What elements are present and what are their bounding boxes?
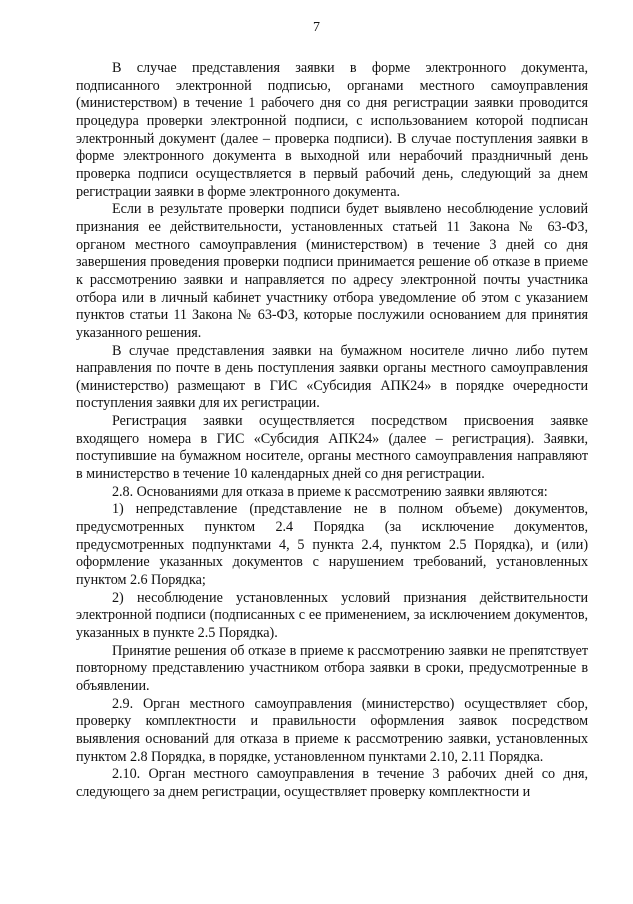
paragraph-2-8-heading: 2.8. Основаниями для отказа в приеме к рассмотрению заявки являются:	[112, 483, 548, 500]
paragraph-registration: Регистрация заявки осуществляется посредством присвоения заявке входящего номера в ГИС «Субсидия АПК24» (далее – регистрация). Заявки, поступившие на бумажном носителе, органы местного самоуправления направляют в министерство в течение 10 календарных дней со дня регистрации.	[76, 413, 588, 483]
paragraph-2-9: 2.9. Орган местного самоуправления (министерство) осуществляет сбор, проверку комплектности и правильности оформления заявок посредством выявления оснований для отказа в приеме к рассмотрению заявки, установленных пунктом 2.8 Порядка, в порядке, установленном пунктами 2.10, 2.11 Порядка.	[76, 695, 588, 765]
paragraph-2-10: 2.10. Орган местного самоуправления в течение 3 рабочих дней со дня, следующего за днем регистрации, осуществляет проверку комплектности и	[76, 766, 588, 800]
paragraph-refusal-note: Принятие решения об отказе в приеме к рассмотрению заявки не препятствует повторному представлению участником отбора заявки в сроки, предусмотренные в объявлении.	[76, 642, 588, 694]
paragraph-paper-submission: В случае представления заявки на бумажном носителе лично либо путем направления по почте в день поступления заявки органы местного самоуправления (министерство) размещают в ГИС «Субсидия АПК24» в порядке очередности поступления заявки для их регистрации.	[76, 342, 588, 412]
document-body	[76, 60, 588, 802]
paragraph-signature-invalid: Если в результате проверки подписи будет выявлено несоблюдение условий признания ее действительности, установленных статьей 11 Закона № 63-ФЗ, органом местного самоуправления (министерством) в течение 3 дней со дня завершения проведения проверки подписи принимается решение об отказе в приеме к рассмотрению заявки и направляется по адресу электронной почты участника отбора или в личный кабинет участнику отбора уведомление об этом с указанием пунктов статьи 11 Закона № 63-ФЗ, которые послужили основанием для принятия указанного решения.	[76, 201, 588, 341]
paragraph-2-8-item-2: 2) несоблюдение установленных условий признания действительности электронной подписи (подписанных с ее применением, за исключением документов, указанных в пункте 2.5 Порядка).	[76, 589, 588, 641]
page-number: 7	[313, 20, 320, 35]
paragraph-2-8-item-1: 1) непредставление (представление не в полном объеме) документов, предусмотренных пунктом 2.4 Порядка (за исключение документов, предусмотренных подпунктами 4, 5 пункта 2.4, пунктом 2.5 Порядка), и (или) оформление указанных документов с нарушением требований, установленных пунктом 2.6 Порядка;	[76, 501, 588, 589]
paragraph-signature-check: В случае представления заявки в форме электронного документа, подписанного электронной подписью, органами местного самоуправления (министерством) в течение 1 рабочего дня со дня регистрации заявки проводится процедура проверки электронной подписи, с использованием которой подписан электронный документ (далее – проверка подписи). В случае поступления заявки в форме электронного документа в выходной или нерабочий праздничный день проверка подписи осуществляется в первый рабочий день, следующий за днем регистрации заявки в форме электронного документа.	[76, 60, 588, 200]
